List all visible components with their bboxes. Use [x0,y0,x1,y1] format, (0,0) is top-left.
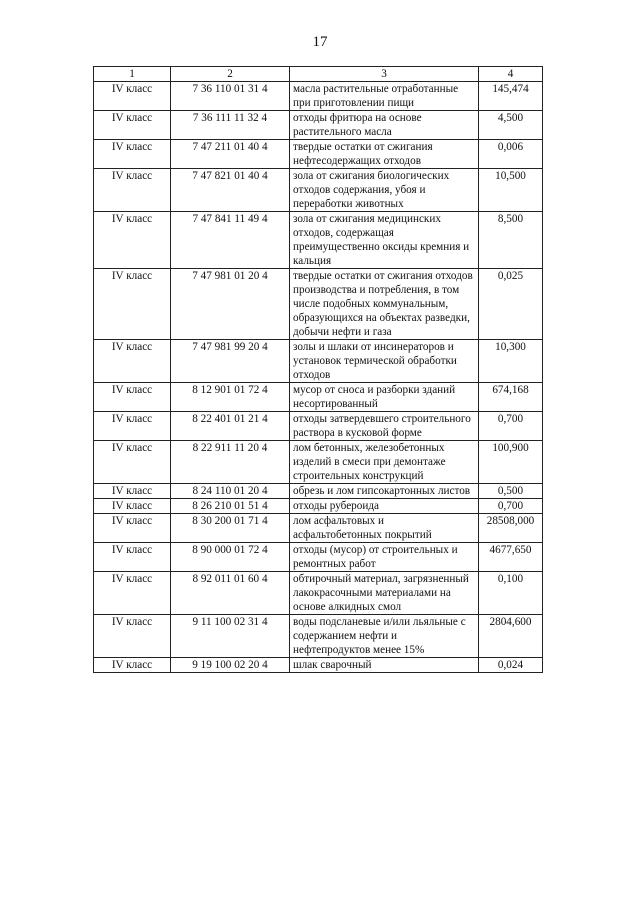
amount-cell: 0,025 [479,269,543,340]
waste-name-cell: отходы рубероида [290,499,479,514]
header-col-4: 4 [479,67,543,82]
code-cell: 7 47 841 11 49 4 [171,212,290,269]
table-row [94,383,543,412]
table-row [94,658,543,673]
amount-cell: 4677,650 [479,543,543,572]
table-row [94,412,543,441]
code-cell: 7 47 821 01 40 4 [171,169,290,212]
header-col-1: 1 [94,67,171,82]
waste-name-cell: твердые остатки от сжигания отходов производства и потребления, в том числе подобных коммунальным, образующихся на объектах разведки, добычи нефти и газа [290,269,479,340]
table-body [94,82,543,673]
amount-cell: 0,006 [479,140,543,169]
waste-name-cell: воды подсланевые и/или льяльные с содержанием нефти и нефтепродуктов менее 15% [290,615,479,658]
waste-name-cell: зола от сжигания биологических отходов содержания, убоя и переработки животных [290,169,479,212]
waste-table [93,66,543,673]
table-row [94,441,543,484]
amount-cell: 0,500 [479,484,543,499]
table-row [94,140,543,169]
amount-cell: 0,100 [479,572,543,615]
table-header-row [94,67,543,82]
class-cell: IV класс [94,212,171,269]
amount-cell: 674,168 [479,383,543,412]
code-cell: 8 92 011 01 60 4 [171,572,290,615]
waste-name-cell: лом асфальтовых и асфальтобетонных покрытий [290,514,479,543]
waste-name-cell: отходы фритюра на основе растительного масла [290,111,479,140]
class-cell: IV класс [94,572,171,615]
class-cell: IV класс [94,412,171,441]
waste-name-cell: обтирочный материал, загрязненный лакокрасочными материалами на основе алкидных смол [290,572,479,615]
table-row [94,615,543,658]
class-cell: IV класс [94,383,171,412]
class-cell: IV класс [94,615,171,658]
class-cell: IV класс [94,484,171,499]
amount-cell: 0,024 [479,658,543,673]
code-cell: 8 22 911 11 20 4 [171,441,290,484]
code-cell: 8 22 401 01 21 4 [171,412,290,441]
code-cell: 7 36 111 11 32 4 [171,111,290,140]
table-row [94,169,543,212]
class-cell: IV класс [94,658,171,673]
waste-name-cell: масла растительные отработанные при приготовлении пищи [290,82,479,111]
code-cell: 9 19 100 02 20 4 [171,658,290,673]
class-cell: IV класс [94,169,171,212]
table-row [94,82,543,111]
code-cell: 8 30 200 01 71 4 [171,514,290,543]
class-cell: IV класс [94,111,171,140]
page-number: 17 [312,34,328,50]
code-cell: 7 47 211 01 40 4 [171,140,290,169]
waste-name-cell: лом бетонных, железобетонных изделий в смеси при демонтаже строительных конструкций [290,441,479,484]
header-col-2: 2 [171,67,290,82]
amount-cell: 0,700 [479,412,543,441]
class-cell: IV класс [94,499,171,514]
code-cell: 8 26 210 01 51 4 [171,499,290,514]
class-cell: IV класс [94,340,171,383]
table-row [94,111,543,140]
amount-cell: 2804,600 [479,615,543,658]
table-row [94,514,543,543]
code-cell: 9 11 100 02 31 4 [171,615,290,658]
table-row [94,340,543,383]
code-cell: 8 12 901 01 72 4 [171,383,290,412]
table-row [94,212,543,269]
class-cell: IV класс [94,269,171,340]
code-cell: 7 36 110 01 31 4 [171,82,290,111]
table-row [94,484,543,499]
table-row [94,543,543,572]
table-row [94,269,543,340]
waste-name-cell: золы и шлаки от инсинераторов и установок термической обработки отходов [290,340,479,383]
waste-name-cell: отходы затвердевшего строительного раствора в кусковой форме [290,412,479,441]
code-cell: 7 47 981 01 20 4 [171,269,290,340]
header-col-3: 3 [290,67,479,82]
amount-cell: 145,474 [479,82,543,111]
waste-name-cell: отходы (мусор) от строительных и ремонтных работ [290,543,479,572]
amount-cell: 4,500 [479,111,543,140]
waste-name-cell: зола от сжигания медицинских отходов, содержащая преимущественно оксиды кремния и кальция [290,212,479,269]
amount-cell: 100,900 [479,441,543,484]
code-cell: 8 90 000 01 72 4 [171,543,290,572]
amount-cell: 10,300 [479,340,543,383]
class-cell: IV класс [94,514,171,543]
code-cell: 8 24 110 01 20 4 [171,484,290,499]
waste-name-cell: шлак сварочный [290,658,479,673]
code-cell: 7 47 981 99 20 4 [171,340,290,383]
class-cell: IV класс [94,543,171,572]
amount-cell: 10,500 [479,169,543,212]
class-cell: IV класс [94,140,171,169]
amount-cell: 28508,000 [479,514,543,543]
class-cell: IV класс [94,441,171,484]
table-row [94,499,543,514]
class-cell: IV класс [94,82,171,111]
amount-cell: 8,500 [479,212,543,269]
amount-cell: 0,700 [479,499,543,514]
waste-name-cell: твердые остатки от сжигания нефтесодержащих отходов [290,140,479,169]
table-row [94,572,543,615]
waste-name-cell: мусор от сноса и разборки зданий несортированный [290,383,479,412]
waste-name-cell: обрезь и лом гипсокартонных листов [290,484,479,499]
